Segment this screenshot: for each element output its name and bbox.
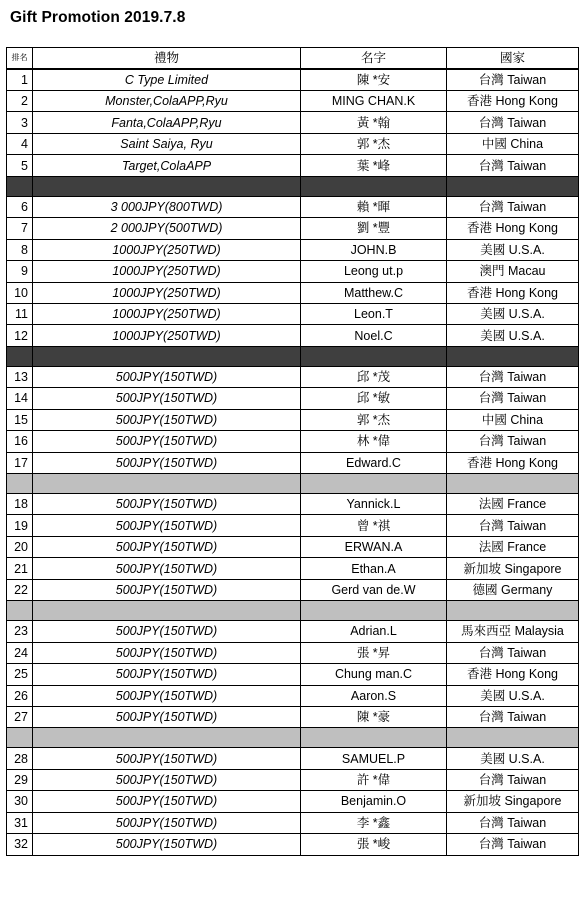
rank-cell: 28: [7, 748, 33, 769]
name-cell: 林 *偉: [301, 431, 447, 452]
table-row: [7, 579, 579, 600]
rank-cell: 15: [7, 409, 33, 430]
table-row: [7, 69, 579, 91]
table-body: [7, 69, 579, 855]
gift-cell: 500JPY(150TWD): [33, 812, 301, 833]
table-row: [7, 791, 579, 812]
table-row: [7, 452, 579, 473]
separator-cell: [447, 176, 579, 196]
gift-cell: 500JPY(150TWD): [33, 664, 301, 685]
separator-cell: [301, 474, 447, 494]
name-cell: Leon.T: [301, 303, 447, 324]
rank-cell: 7: [7, 218, 33, 239]
header-name: 名字: [301, 48, 447, 70]
header-country: 國家: [447, 48, 579, 70]
country-cell: 中國 China: [447, 409, 579, 430]
gift-cell: 500JPY(150TWD): [33, 579, 301, 600]
gift-cell: 500JPY(150TWD): [33, 642, 301, 663]
gift-cell: 500JPY(150TWD): [33, 558, 301, 579]
name-cell: 張 *昇: [301, 642, 447, 663]
table-row: [7, 155, 579, 176]
rank-cell: 22: [7, 579, 33, 600]
rank-cell: 4: [7, 133, 33, 154]
table-row: [7, 196, 579, 217]
rank-cell: 31: [7, 812, 33, 833]
gift-cell: 500JPY(150TWD): [33, 388, 301, 409]
gift-cell: 500JPY(150TWD): [33, 685, 301, 706]
separator-cell: [33, 176, 301, 196]
table-row: [7, 536, 579, 557]
name-cell: Noel.C: [301, 325, 447, 346]
country-cell: 澳門 Macau: [447, 261, 579, 282]
table-row: [7, 303, 579, 324]
rank-cell: 21: [7, 558, 33, 579]
rank-cell: 6: [7, 196, 33, 217]
gift-cell: 2 000JPY(500TWD): [33, 218, 301, 239]
name-cell: Gerd van de.W: [301, 579, 447, 600]
name-cell: 張 *峻: [301, 834, 447, 855]
separator-row: [7, 728, 579, 748]
page-title: Gift Promotion 2019.7.8: [10, 9, 186, 26]
rank-cell: 1: [7, 69, 33, 91]
name-cell: 邱 *敏: [301, 388, 447, 409]
country-cell: 香港 Hong Kong: [447, 282, 579, 303]
country-cell: 台灣 Taiwan: [447, 112, 579, 133]
separator-cell: [33, 728, 301, 748]
table-row: [7, 261, 579, 282]
table-row: [7, 515, 579, 536]
country-cell: 台灣 Taiwan: [447, 515, 579, 536]
gift-cell: 500JPY(150TWD): [33, 706, 301, 727]
gift-cell: 3 000JPY(800TWD): [33, 196, 301, 217]
gift-cell: 1000JPY(250TWD): [33, 239, 301, 260]
country-cell: 馬來西亞 Malaysia: [447, 621, 579, 642]
country-cell: 台灣 Taiwan: [447, 388, 579, 409]
name-cell: Aaron.S: [301, 685, 447, 706]
separator-cell: [447, 346, 579, 366]
country-cell: 台灣 Taiwan: [447, 706, 579, 727]
header-row: [7, 48, 579, 70]
table-row: [7, 431, 579, 452]
country-cell: 德國 Germany: [447, 579, 579, 600]
name-cell: 賴 *暉: [301, 196, 447, 217]
gift-cell: Saint Saiya, Ryu: [33, 133, 301, 154]
country-cell: 台灣 Taiwan: [447, 834, 579, 855]
table-row: [7, 91, 579, 112]
rank-cell: 16: [7, 431, 33, 452]
name-cell: SAMUEL.P: [301, 748, 447, 769]
gift-cell: 500JPY(150TWD): [33, 769, 301, 790]
country-cell: 台灣 Taiwan: [447, 431, 579, 452]
separator-row: [7, 601, 579, 621]
gift-cell: Target,ColaAPP: [33, 155, 301, 176]
table-row: [7, 325, 579, 346]
gift-cell: 1000JPY(250TWD): [33, 303, 301, 324]
country-cell: 中國 China: [447, 133, 579, 154]
country-cell: 台灣 Taiwan: [447, 69, 579, 91]
gift-cell: 500JPY(150TWD): [33, 536, 301, 557]
name-cell: Adrian.L: [301, 621, 447, 642]
rank-cell: 24: [7, 642, 33, 663]
rank-cell: 25: [7, 664, 33, 685]
name-cell: Leong ut.p: [301, 261, 447, 282]
separator-row: [7, 346, 579, 366]
name-cell: MING CHAN.K: [301, 91, 447, 112]
rank-cell: 10: [7, 282, 33, 303]
gift-cell: 500JPY(150TWD): [33, 748, 301, 769]
gift-cell: 1000JPY(250TWD): [33, 261, 301, 282]
table-row: [7, 494, 579, 515]
gift-cell: 500JPY(150TWD): [33, 431, 301, 452]
separator-cell: [447, 474, 579, 494]
rank-cell: 27: [7, 706, 33, 727]
name-cell: Yannick.L: [301, 494, 447, 515]
country-cell: 新加坡 Singapore: [447, 791, 579, 812]
rank-cell: 26: [7, 685, 33, 706]
table-row: [7, 685, 579, 706]
country-cell: 法國 France: [447, 536, 579, 557]
name-cell: 邱 *茂: [301, 366, 447, 387]
country-cell: 台灣 Taiwan: [447, 155, 579, 176]
header-rank: 排名: [7, 48, 33, 70]
country-cell: 新加坡 Singapore: [447, 558, 579, 579]
separator-cell: [33, 474, 301, 494]
gift-cell: 1000JPY(250TWD): [33, 325, 301, 346]
name-cell: 許 *偉: [301, 769, 447, 790]
country-cell: 美國 U.S.A.: [447, 239, 579, 260]
rank-cell: 3: [7, 112, 33, 133]
country-cell: 美國 U.S.A.: [447, 303, 579, 324]
country-cell: 美國 U.S.A.: [447, 325, 579, 346]
table-row: [7, 409, 579, 430]
table-row: [7, 218, 579, 239]
separator-cell: [7, 601, 33, 621]
rank-cell: 18: [7, 494, 33, 515]
name-cell: 劉 *豐: [301, 218, 447, 239]
table-row: [7, 558, 579, 579]
country-cell: 美國 U.S.A.: [447, 685, 579, 706]
country-cell: 台灣 Taiwan: [447, 196, 579, 217]
name-cell: 陳 *豪: [301, 706, 447, 727]
table-row: [7, 834, 579, 855]
rank-cell: 8: [7, 239, 33, 260]
gift-cell: 500JPY(150TWD): [33, 515, 301, 536]
rank-cell: 5: [7, 155, 33, 176]
gift-cell: C Type Limited: [33, 69, 301, 91]
rank-cell: 2: [7, 91, 33, 112]
table-row: [7, 112, 579, 133]
separator-row: [7, 474, 579, 494]
gift-cell: 500JPY(150TWD): [33, 834, 301, 855]
rank-cell: 32: [7, 834, 33, 855]
separator-cell: [447, 728, 579, 748]
rank-cell: 17: [7, 452, 33, 473]
gift-cell: 500JPY(150TWD): [33, 621, 301, 642]
table-row: [7, 706, 579, 727]
name-cell: 曾 *祺: [301, 515, 447, 536]
name-cell: Ethan.A: [301, 558, 447, 579]
table-row: [7, 366, 579, 387]
rank-cell: 19: [7, 515, 33, 536]
separator-cell: [447, 601, 579, 621]
separator-cell: [33, 346, 301, 366]
table-row: [7, 388, 579, 409]
country-cell: 法國 France: [447, 494, 579, 515]
rank-cell: 9: [7, 261, 33, 282]
separator-cell: [7, 176, 33, 196]
country-cell: 台灣 Taiwan: [447, 642, 579, 663]
rank-cell: 13: [7, 366, 33, 387]
header-gift: 禮物: [33, 48, 301, 70]
country-cell: 美國 U.S.A.: [447, 748, 579, 769]
separator-cell: [7, 474, 33, 494]
table-row: [7, 239, 579, 260]
country-cell: 台灣 Taiwan: [447, 769, 579, 790]
name-cell: 郭 *杰: [301, 133, 447, 154]
table-row: [7, 769, 579, 790]
separator-cell: [301, 728, 447, 748]
separator-cell: [7, 346, 33, 366]
gift-table: [6, 47, 579, 856]
gift-cell: 500JPY(150TWD): [33, 452, 301, 473]
table-row: [7, 812, 579, 833]
table-row: [7, 133, 579, 154]
separator-cell: [301, 601, 447, 621]
separator-cell: [301, 176, 447, 196]
rank-cell: 23: [7, 621, 33, 642]
separator-row: [7, 176, 579, 196]
table-row: [7, 664, 579, 685]
country-cell: 台灣 Taiwan: [447, 812, 579, 833]
table-row: [7, 282, 579, 303]
rank-cell: 30: [7, 791, 33, 812]
gift-cell: 500JPY(150TWD): [33, 494, 301, 515]
rank-cell: 20: [7, 536, 33, 557]
name-cell: Benjamin.O: [301, 791, 447, 812]
name-cell: 郭 *杰: [301, 409, 447, 430]
rank-cell: 14: [7, 388, 33, 409]
country-cell: 香港 Hong Kong: [447, 218, 579, 239]
country-cell: 香港 Hong Kong: [447, 91, 579, 112]
name-cell: Chung man.C: [301, 664, 447, 685]
name-cell: ERWAN.A: [301, 536, 447, 557]
country-cell: 香港 Hong Kong: [447, 452, 579, 473]
gift-cell: Fanta,ColaAPP,Ryu: [33, 112, 301, 133]
name-cell: 陳 *安: [301, 69, 447, 91]
gift-cell: 1000JPY(250TWD): [33, 282, 301, 303]
gift-cell: 500JPY(150TWD): [33, 409, 301, 430]
name-cell: Matthew.C: [301, 282, 447, 303]
table-row: [7, 642, 579, 663]
rank-cell: 12: [7, 325, 33, 346]
table-row: [7, 621, 579, 642]
separator-cell: [301, 346, 447, 366]
rank-cell: 11: [7, 303, 33, 324]
separator-cell: [7, 728, 33, 748]
country-cell: 台灣 Taiwan: [447, 366, 579, 387]
rank-cell: 29: [7, 769, 33, 790]
name-cell: 黃 *翰: [301, 112, 447, 133]
country-cell: 香港 Hong Kong: [447, 664, 579, 685]
table-row: [7, 748, 579, 769]
gift-cell: 500JPY(150TWD): [33, 791, 301, 812]
name-cell: JOHN.B: [301, 239, 447, 260]
gift-cell: Monster,ColaAPP,Ryu: [33, 91, 301, 112]
separator-cell: [33, 601, 301, 621]
name-cell: 葉 *峰: [301, 155, 447, 176]
name-cell: 李 *鑫: [301, 812, 447, 833]
gift-cell: 500JPY(150TWD): [33, 366, 301, 387]
name-cell: Edward.C: [301, 452, 447, 473]
